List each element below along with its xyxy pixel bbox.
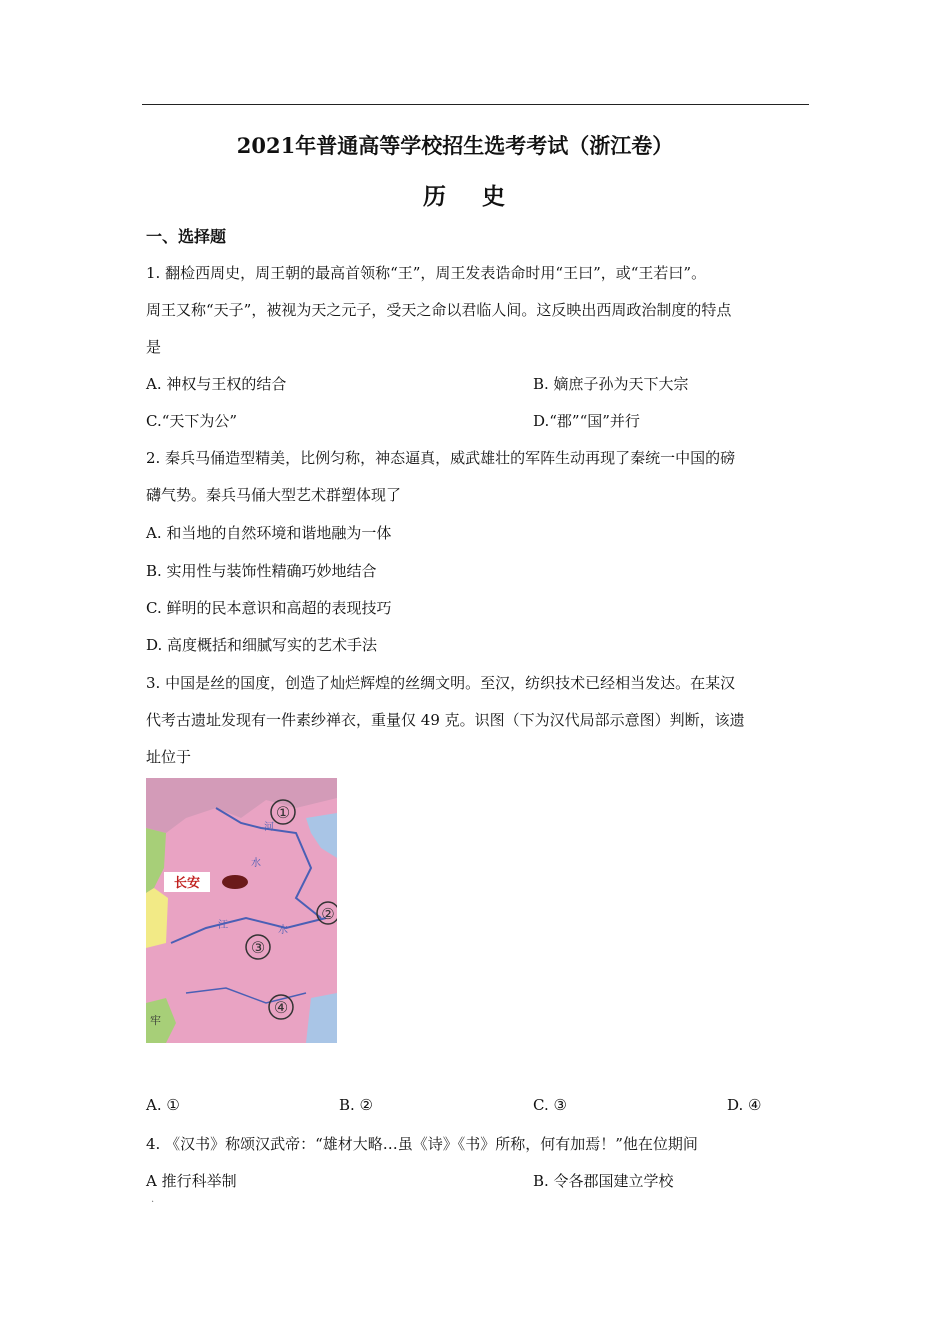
question-2-option-b[interactable]: B. 实用性与装饰性精确巧妙地结合 [146,562,377,580]
question-1-option-c[interactable]: C.“天下为公” [146,412,238,430]
river-label-shui-2: 水 [278,925,288,936]
question-2-option-a[interactable]: A. 和当地的自然环境和谐地融为一体 [146,524,392,542]
river-label-he: 河 [264,822,274,833]
question-3-option-b[interactable]: B. ② [339,1096,374,1114]
question-1-option-b[interactable]: B. 嫡庶子孙为天下大宗 [533,375,689,393]
marker-1: ① [275,803,291,822]
changan-label: 长安 [173,875,201,890]
question-3-line-1: 3. 中国是丝的国度，创造了灿烂辉煌的丝绸文明。至汉，纺织技术已经相当发达。在某汉 [146,674,736,692]
exam-title: 2021年普通高等学校招生选考考试（浙江卷） [236,133,674,158]
question-1-option-d[interactable]: D.“郡”“国”并行 [533,412,640,430]
question-1-line-3: 是 [146,338,162,356]
subject-title: 历 史 [422,183,519,210]
han-dynasty-map [146,778,337,1043]
question-4-option-a[interactable]: A 推行科举制 [146,1172,237,1190]
question-1-line-1: 1. 翻检西周史，周王朝的最高首领称“王”，周王发表诰命时用“王曰”，或“王若曰”。 [146,264,707,282]
question-1-option-a[interactable]: A. 神权与王权的结合 [146,375,287,393]
question-1-line-2: 周王又称“天子”，被视为天之元子，受天之命以君临人间。这反映出西周政治制度的特点 [146,301,732,319]
map-yellow-region [146,888,168,948]
question-3-option-a[interactable]: A. ① [146,1096,180,1114]
question-3-option-d[interactable]: D. ④ [727,1096,762,1114]
footer-mark: . [151,1194,155,1205]
question-4-line-1: 4. 《汉书》称颂汉武帝：“雄材大略…虽《诗》《书》所称，何有加焉！”他在位期间 [146,1135,698,1153]
question-2-line-2: 礴气势。秦兵马俑大型艺术群塑体现了 [146,486,402,504]
question-3-line-3: 址位于 [146,748,192,766]
question-4-option-b[interactable]: B. 令各郡国建立学校 [533,1172,674,1190]
section-heading: 一、选择题 [146,227,227,246]
river-label-shui: 水 [251,858,261,869]
question-2-option-d[interactable]: D. 高度概括和细腻写实的艺术手法 [146,636,378,654]
question-2-option-c[interactable]: C. 鲜明的民本意识和高超的表现技巧 [146,599,392,617]
changan-marker [222,875,248,889]
river-label-jiang: 江 [218,920,228,931]
header-rule [142,104,809,105]
marker-2: ② [321,905,335,923]
question-3-line-2: 代考古遗址发现有一件素纱禅衣，重量仅 49 克。识图（下为汉代局部示意图）判断，该遗 [146,711,745,729]
marker-3: ③ [250,938,266,957]
map-corner-label: 牢 [150,1014,161,1027]
marker-4: ④ [273,998,289,1017]
question-2-line-1: 2. 秦兵马俑造型精美，比例匀称，神态逼真，威武雄壮的军阵生动再现了秦统一中国的磅 [146,449,736,467]
question-3-option-c[interactable]: C. ③ [533,1096,567,1114]
